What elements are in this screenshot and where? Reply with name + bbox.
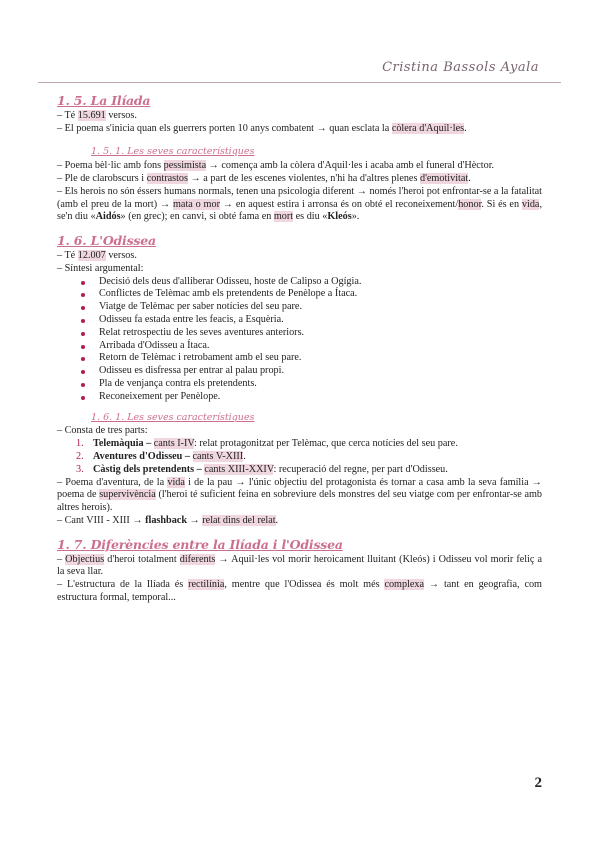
highlight: diferents bbox=[179, 553, 216, 565]
iliada-feature-3: – Els herois no són éssers humans normals, tenen una psicologia diferent → només l'heroi pot enfrontar-se a la fatalitat (amb el preu de la mort) → mata o mor → en aquest estira i arronsa és on obté el reconeixement/honor. Si és en vida, se'n diu «Aidós» (en grec); en canvi, si obté fama en mort es diu «Kleós». bbox=[57, 185, 542, 223]
list-item: 1. Telemàquia – cants I-IV: relat protagonitzat per Telèmac, que cerca notícies del seu pare. bbox=[76, 438, 458, 450]
differences-2: – L'estructura de la Ilíada és rectilínia, mentre que l'Odissea és molt més complexa → tant en geografia, com estructura formal, temporal... bbox=[57, 579, 542, 603]
list-item: 2. Aventures d'Odisseu – cants V-XIII. bbox=[76, 450, 246, 462]
list-item: Reconeixement per Penèlope. bbox=[99, 391, 542, 404]
list-item: Arribada d'Odisseu a Ítaca. bbox=[99, 340, 542, 353]
iliada-feature-2: – Ple de clarobscurs i contrastos → a part de les escenes violentes, n'hi ha d'altres plenes d'emotivitat. bbox=[57, 172, 471, 184]
synopsis-list bbox=[57, 276, 542, 404]
highlight: còlera d'Aquil·les bbox=[391, 122, 465, 134]
page-number: 2 bbox=[534, 775, 542, 791]
list-item: Retorn de Telèmac i retrobament amb el seu pare. bbox=[99, 352, 542, 365]
highlight: cants I-IV bbox=[153, 438, 195, 450]
odissea-feature-1: – Poema d'aventura, de la vida i de la pau → l'únic objectiu del protagonista és tornar a casa amb la seva família → poema de supervivència (l'heroi té suficient feina en sobreviure dels monstres del seu viatge com per enfrontar-se amb altres herois). bbox=[57, 476, 542, 514]
highlight: 15.691 bbox=[77, 109, 106, 121]
author-name: Cristina Bassols Ayala bbox=[382, 60, 539, 75]
parts-list bbox=[57, 438, 542, 476]
list-item: Conflictes de Telèmac amb els pretendents de Penèlope a Ítaca. bbox=[99, 288, 542, 301]
highlight: d'emotivitat bbox=[419, 172, 469, 184]
list-item: Relat retrospectiu de les seves aventures anteriors. bbox=[99, 327, 542, 340]
iliada-verses: – Té 15.691 versos. bbox=[57, 109, 137, 121]
highlight: mort bbox=[273, 211, 294, 223]
highlight: complexa bbox=[384, 579, 425, 591]
differences-1: – Objectius d'heroi totalment diferents → Aquil·les vol morir heroicament lluitant (Kleós) i Odisseu vol morir feliç a la seva llar. bbox=[57, 553, 542, 578]
highlight: contrastos bbox=[146, 172, 188, 184]
header-rule bbox=[38, 82, 561, 83]
highlight: rectilínia bbox=[188, 579, 225, 591]
odissea-feature-2: – Cant VIII - XIII → flashback → relat dins del relat. bbox=[57, 514, 279, 526]
list-item: Odisseu fa estada entre les feacis, a Esquèria. bbox=[99, 314, 542, 327]
highlight: vida bbox=[167, 476, 185, 488]
highlight: Objectius bbox=[65, 553, 105, 565]
odissea-parts-label: – Consta de tres parts: bbox=[57, 425, 148, 437]
highlight: supervivència bbox=[99, 489, 156, 501]
list-item: Odisseu es disfressa per entrar al palau propi. bbox=[99, 365, 542, 378]
highlight: mata o mor bbox=[173, 198, 220, 210]
highlight: 12.007 bbox=[77, 249, 106, 261]
highlight: honor bbox=[458, 198, 482, 210]
iliada-start: – El poema s'inicia quan els guerrers porten 10 anys combatent → quan esclata la còlera d'Aquil·les. bbox=[57, 122, 467, 134]
list-item: Pla de venjança contra els pretendents. bbox=[99, 378, 542, 391]
section-title-iliada: 1. 5. La Ilíada bbox=[57, 93, 151, 108]
highlight: relat dins del relat bbox=[202, 514, 276, 526]
highlight: cants XIII-XXIV bbox=[204, 463, 274, 475]
highlight: cants V-XIII bbox=[192, 450, 244, 462]
subsection-title-iliada-features: 1. 5. 1. Les seves característiques bbox=[91, 146, 255, 158]
highlight: pessimista bbox=[163, 160, 207, 172]
iliada-feature-1: – Poema bèl·lic amb fons pessimista → comença amb la còlera d'Aquil·les i acaba amb el funeral d'Hèctor. bbox=[57, 160, 495, 172]
list-item: Decisió dels deus d'alliberar Odisseu, hoste de Calipso a Ogígia. bbox=[99, 276, 542, 289]
odissea-verses: – Té 12.007 versos. bbox=[57, 249, 137, 261]
list-item: 3. Càstig dels pretendents – cants XIII-XXIV: recuperació del regne, per part d'Odisseu. bbox=[76, 463, 448, 475]
page-content bbox=[57, 95, 542, 605]
odissea-synopsis-label: – Síntesi argumental: bbox=[57, 262, 144, 274]
section-title-odissea: 1. 6. L'Odissea bbox=[57, 233, 156, 249]
list-item: Viatge de Telèmac per saber notícies del seu pare. bbox=[99, 301, 542, 314]
highlight: vida bbox=[521, 198, 540, 210]
section-title-differences: 1. 7. Diferències entre la Ilíada i l'Odissea bbox=[57, 536, 343, 552]
subsection-title-odissea-features: 1. 6. 1. Les seves característiques bbox=[91, 411, 255, 423]
